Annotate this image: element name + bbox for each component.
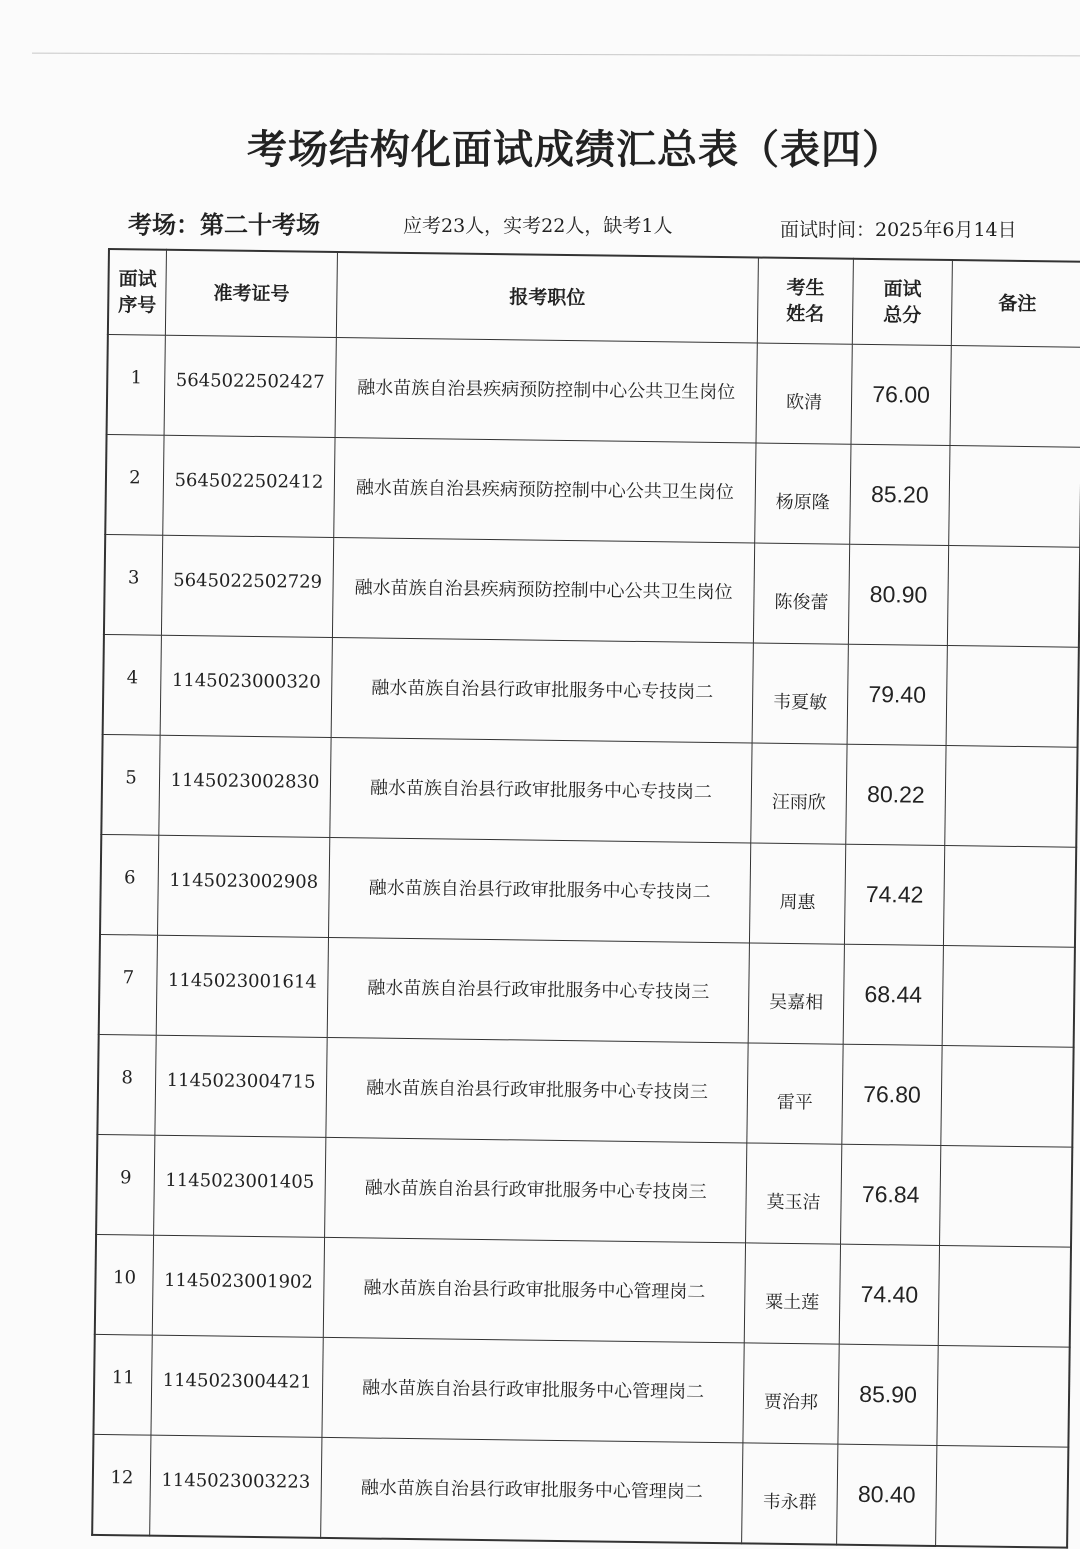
cell-note: [937, 1345, 1070, 1447]
table-header-row: [108, 249, 1080, 347]
score-table-container: [91, 248, 1076, 1549]
table-row: [99, 934, 1075, 1047]
cell-note: [946, 646, 1079, 748]
cell-seq: 1: [107, 335, 166, 436]
cell-note: [949, 446, 1080, 548]
cell-candidate-id: 1145023003223: [150, 1435, 322, 1538]
cell-score: 74.40: [839, 1244, 939, 1345]
cell-note: [947, 546, 1080, 648]
attendance-count: 应考23人，实考22人，缺考1人: [403, 215, 673, 237]
cell-position: 融水苗族自治县疾病预防控制中心公共卫生岗位: [335, 337, 757, 443]
cell-score: 85.20: [850, 444, 950, 545]
table-row: [107, 335, 1080, 448]
cell-seq: 5: [101, 734, 160, 835]
table-row: [97, 1034, 1073, 1147]
cell-candidate-name: 汪雨欣: [751, 743, 847, 844]
cell-score: 80.90: [848, 544, 948, 645]
cell-seq: 10: [95, 1234, 154, 1335]
cell-score: 74.42: [844, 844, 944, 945]
cell-candidate-name: 吴嘉相: [748, 943, 844, 1044]
table-row: [100, 834, 1076, 947]
cell-candidate-id: 1145023001405: [154, 1135, 326, 1237]
cell-seq: 6: [100, 834, 159, 935]
scan-top-rule: [32, 53, 1080, 57]
cell-candidate-name: 杨原隆: [755, 443, 851, 544]
header-note: 备注: [951, 260, 1080, 347]
header-seq: [108, 249, 167, 335]
cell-seq: 11: [93, 1334, 152, 1435]
cell-seq: 9: [96, 1134, 155, 1235]
cell-position: 融水苗族自治县疾病预防控制中心公共卫生岗位: [334, 437, 756, 543]
cell-seq: 7: [99, 934, 158, 1035]
cell-seq: 2: [105, 434, 164, 535]
table-row: [92, 1434, 1068, 1547]
table-row: [96, 1134, 1072, 1247]
header-name-label: 考生姓名: [786, 276, 825, 326]
cell-candidate-id: 1145023002830: [159, 735, 331, 837]
cell-score: 80.22: [846, 744, 946, 845]
header-id: 准考证号: [165, 250, 337, 338]
header-position: 报考职位: [336, 252, 758, 343]
table-row: [105, 434, 1080, 547]
cell-candidate-id: 1145023001902: [152, 1235, 324, 1337]
cell-note: [936, 1445, 1069, 1547]
cell-score: 85.90: [838, 1344, 938, 1445]
cell-score: 68.44: [843, 944, 943, 1045]
table-body: [92, 335, 1080, 1548]
cell-position: 融水苗族自治县行政审批服务中心专技岗二: [328, 837, 750, 943]
interview-date: 面试时间：2025年6月14日: [780, 219, 1017, 241]
cell-note: [941, 1045, 1074, 1147]
header-score: [852, 259, 952, 346]
cell-candidate-name: 粟土莲: [744, 1243, 840, 1344]
cell-position: 融水苗族自治县行政审批服务中心专技岗三: [325, 1137, 747, 1243]
cell-seq: 4: [103, 634, 162, 735]
cell-candidate-name: 周惠: [749, 843, 845, 944]
cell-position: 融水苗族自治县行政审批服务中心专技岗三: [326, 1037, 748, 1143]
cell-candidate-name: 韦永群: [742, 1443, 838, 1545]
cell-candidate-name: 雷平: [747, 1043, 843, 1144]
cell-candidate-name: 莫玉洁: [746, 1143, 842, 1244]
cell-position: 融水苗族自治县行政审批服务中心专技岗二: [330, 737, 752, 843]
exam-room-label: 考场：第二十考场: [128, 210, 320, 239]
cell-score: 79.40: [847, 644, 947, 745]
cell-candidate-id: 1145023001614: [156, 935, 328, 1037]
cell-candidate-id: 1145023004715: [155, 1035, 327, 1137]
table-row: [95, 1234, 1071, 1347]
cell-candidate-name: 韦夏敏: [752, 643, 848, 744]
cell-candidate-id: 1145023000320: [160, 635, 332, 737]
header-name: [757, 258, 853, 345]
cell-candidate-id: 5645022502729: [161, 535, 333, 637]
cell-note: [950, 346, 1080, 448]
table-row: [104, 534, 1080, 647]
cell-note: [943, 846, 1076, 948]
cell-note: [945, 746, 1078, 848]
cell-position: 融水苗族自治县行政审批服务中心专技岗二: [331, 637, 753, 743]
cell-position: 融水苗族自治县行政审批服务中心管理岗二: [321, 1437, 743, 1543]
table-row: [101, 734, 1077, 847]
table-row: [93, 1334, 1069, 1447]
cell-seq: 8: [97, 1034, 156, 1135]
cell-candidate-name: 陈俊蕾: [753, 543, 849, 644]
cell-candidate-id: 1145023002908: [158, 835, 330, 937]
cell-candidate-name: 贾治邦: [743, 1343, 839, 1444]
cell-note: [942, 945, 1075, 1047]
cell-score: 76.80: [842, 1044, 942, 1145]
header-seq-label: 面试序号: [118, 268, 157, 317]
cell-seq: 3: [104, 534, 163, 635]
cell-score: 80.40: [837, 1444, 937, 1546]
cell-candidate-id: 5645022502427: [164, 335, 336, 437]
exam-info-row: [0, 205, 1080, 245]
cell-note: [940, 1145, 1073, 1247]
cell-candidate-name: 欧清: [756, 343, 852, 444]
cell-seq: 12: [92, 1434, 151, 1535]
score-table: [91, 248, 1080, 1549]
document-title: 考场结构化面试成绩汇总表（表四）: [247, 126, 903, 173]
table-row: [103, 634, 1079, 747]
cell-score: 76.00: [851, 344, 951, 445]
cell-position: 融水苗族自治县行政审批服务中心管理岗二: [323, 1237, 745, 1343]
cell-candidate-id: 1145023004421: [151, 1335, 323, 1437]
cell-score: 76.84: [841, 1144, 941, 1245]
cell-position: 融水苗族自治县行政审批服务中心管理岗二: [322, 1337, 744, 1443]
cell-note: [938, 1245, 1071, 1347]
header-score-label: 面试总分: [883, 278, 922, 327]
cell-candidate-id: 5645022502412: [163, 435, 335, 537]
cell-position: 融水苗族自治县行政审批服务中心专技岗三: [327, 937, 749, 1043]
cell-position: 融水苗族自治县疾病预防控制中心公共卫生岗位: [332, 537, 754, 643]
